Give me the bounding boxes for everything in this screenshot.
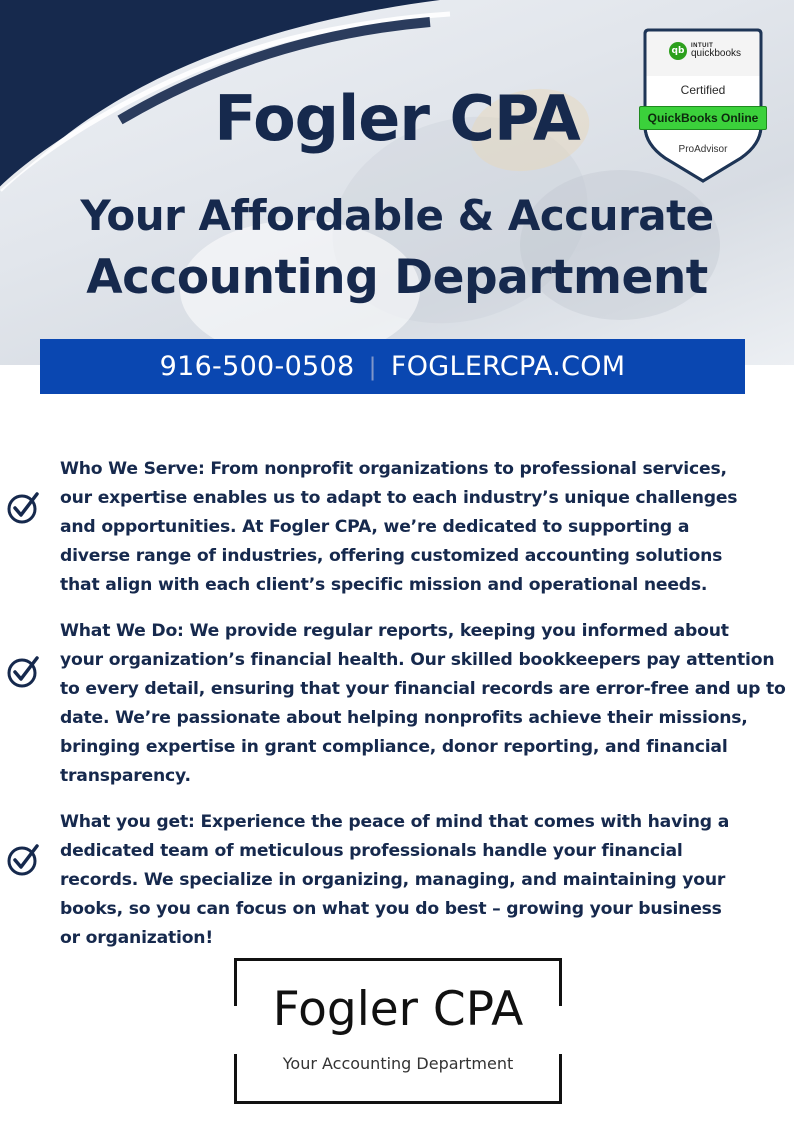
quickbooks-brand [669,42,741,60]
paragraph-line: books, so you can focus on what you do best – growing your business [60,899,722,919]
paragraph-line: our expertise enables us to adapt to each industry’s unique challenges [60,488,738,508]
intuit-label: INTUIT [691,43,714,49]
contact-bar [40,339,745,394]
section-what-we-do [60,617,786,791]
check-circle-icon [6,655,40,689]
product-label: QuickBooks Online [639,106,767,130]
quickbooks-proadvisor-badge [641,26,765,183]
subtitle-line-1: Your Affordable & Accurate [80,191,714,240]
paragraph-line: records. We specialize in organizing, managing, and maintaining your [60,870,726,890]
footer-logo [234,958,562,1104]
check-circle-icon [6,491,40,525]
paragraph-line: or organization! [60,928,213,948]
paragraph-line: transparency. [60,766,191,786]
paragraph-line: date. We’re passionate about helping nonprofits achieve their missions, [60,708,748,728]
paragraph-line: What We Do: We provide regular reports, keeping you informed about [60,621,729,641]
paragraph-line: dedicated team of meticulous professionals handle your financial [60,841,683,861]
paragraph-line: and opportunities. At Fogler CPA, we’re dedicated to supporting a [60,517,690,537]
section-what-you-get [60,808,780,953]
logo-frame-top [234,958,562,961]
logo-frame-bottom [234,1101,562,1104]
paragraph-line: bringing expertise in grant compliance, donor reporting, and financial [60,737,728,757]
logo-tagline: Your Accounting Department [282,1054,514,1073]
subtitle-line-2: Accounting Department [86,250,708,305]
paragraph-line: that align with each client’s specific mission and operational needs. [60,575,708,595]
quickbooks-logo-icon: qb [669,42,687,60]
quickbooks-label: quickbooks [691,48,742,59]
contact-separator: | [368,352,377,381]
check-circle-icon [6,843,40,877]
paragraph-line: diverse range of industries, offering customized accounting solutions [60,546,723,566]
paragraph-line: your organization’s financial health. Our skilled bookkeepers pay attention [60,650,775,670]
paragraph-line: to every detail, ensuring that your financial records are error-free and up to [60,679,786,699]
section-who-we-serve [60,455,780,600]
certified-label: Certified [680,83,726,97]
paragraph-line: What you get: Experience the peace of mind that comes with having a [60,812,730,832]
page-title: Fogler CPA [214,82,580,155]
paragraph-line: Who We Serve: From nonprofit organizations to professional services, [60,459,727,479]
logo-company-name: Fogler CPA [272,982,524,1037]
proadvisor-label: ProAdvisor [678,144,728,155]
website-link[interactable]: FOGLERCPA.COM [390,351,626,382]
phone-number[interactable]: 916-500-0508 [159,351,355,382]
